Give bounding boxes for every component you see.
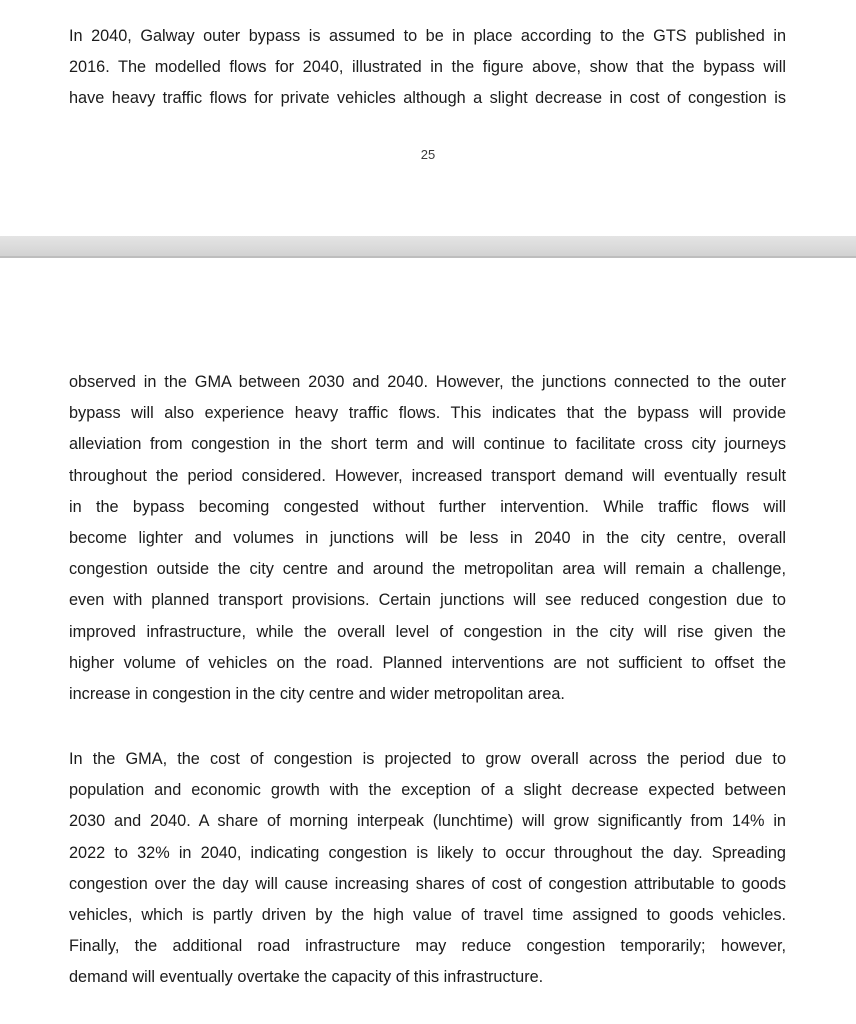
text-line: bypass will also experience heavy traffic flows. This indicates that the bypass will provide — [69, 404, 786, 423]
paragraph-junctions-congestion — [69, 367, 786, 710]
text-line: higher volume of vehicles on the road. Planned interventions are not sufficient to offset the — [69, 653, 786, 672]
text-line: become lighter and volumes in junctions will be less in 2040 in the city centre, overall — [69, 529, 786, 548]
text-line: even with planned transport provisions. Certain junctions will see reduced congestion due to — [69, 591, 786, 610]
text-line: population and economic growth with the exception of a slight decrease expected between — [69, 781, 786, 800]
text-line: 2016. The modelled flows for 2040, illustrated in the figure above, show that the bypass will — [69, 58, 786, 77]
text-line: congestion over the day will cause increasing shares of cost of congestion attributable to goods — [69, 874, 786, 893]
text-line: congestion outside the city centre and around the metropolitan area will remain a challenge, — [69, 560, 786, 579]
text-line: demand will eventually overtake the capacity of this infrastructure. — [69, 968, 544, 987]
page-separator — [0, 236, 856, 258]
paragraph-cost-of-congestion — [69, 744, 786, 994]
page-number: 25 — [420, 147, 436, 162]
text-line: vehicles, which is partly driven by the high value of travel time assigned to goods vehicles. — [69, 906, 786, 925]
text-line: 2030 and 2040. A share of morning interpeak (lunchtime) will grow significantly from 14% in — [69, 812, 786, 831]
document-page-top — [0, 0, 856, 236]
text-line: throughout the period considered. However, increased transport demand will eventually result — [69, 466, 786, 485]
text-line: improved infrastructure, while the overall level of congestion in the city will rise given the — [69, 622, 786, 641]
text-line: have heavy traffic flows for private vehicles although a slight decrease in cost of congestion is — [69, 89, 786, 108]
text-line: observed in the GMA between 2030 and 2040. However, the junctions connected to the outer — [69, 373, 786, 391]
text-line: In the GMA, the cost of congestion is projected to grow overall across the period due to — [69, 750, 786, 768]
text-line: Finally, the additional road infrastructure may reduce congestion temporarily; however, — [69, 937, 786, 956]
text-line: 2022 to 32% in 2040, indicating congestion is likely to occur throughout the day. Spreading — [69, 843, 786, 862]
text-line: in the bypass becoming congested without further intervention. While traffic flows will — [69, 497, 786, 516]
text-line: alleviation from congestion in the short term and will continue to facilitate cross city journeys — [69, 435, 786, 454]
text-line: In 2040, Galway outer bypass is assumed to be in place according to the GTS published in — [69, 27, 786, 45]
text-line: increase in congestion in the city centre and wider metropolitan area. — [69, 685, 565, 704]
paragraph-bypass-2040 — [69, 21, 786, 115]
